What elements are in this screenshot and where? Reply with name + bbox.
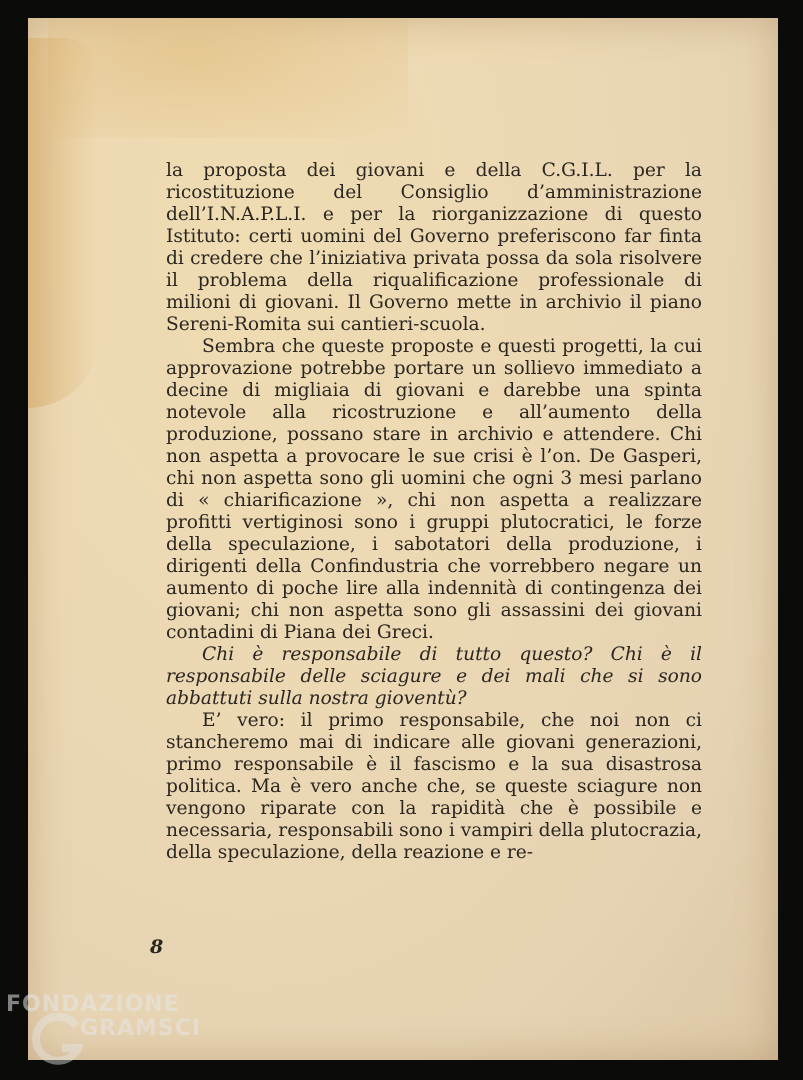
page-number: 8 bbox=[150, 936, 164, 958]
body-text bbox=[166, 160, 702, 864]
paragraph-2: Sembra che queste proposte e questi progetti, la cui approvazione potrebbe portare un sollievo immediato a decine di migliaia di giovani e darebbe una spinta notevole alla ricostruzione e all’aumento della produzione, possano stare in archivio e attendere. Chi non aspetta a provocare le sue crisi è l’on. De Gasperi, chi non aspetta sono gli uomini che ogni 3 mesi parlano di « chiarificazione », chi non aspetta a realizzare profitti vertiginosi sono i gruppi plutocratici, le forze della speculazione, i sabotatori della produzione, i dirigenti della Confindustria che vorrebbero negare un aumento di poche lire alla indennità di contingenza dei giovani; chi non aspetta sono gli assassini dei giovani contadini di Piana dei Greci. bbox=[166, 336, 702, 643]
paragraph-3-question: Chi è responsabile di tutto questo? Chi è il responsabile delle sciagure e dei mali che si sono abbattuti sulla nostra gioventù? bbox=[166, 644, 702, 709]
book-page bbox=[28, 18, 778, 1060]
watermark-line-1: FONDAZIONE bbox=[6, 992, 180, 1017]
watermark-line-2: GRAMSCI bbox=[80, 1016, 202, 1041]
paragraph-4: E’ vero: il primo responsabile, che noi non ci stancheremo mai di indicare alle giovani generazioni, primo responsabile è il fascismo e la sua disastrosa politica. Ma è vero anche che, se queste sciagure non vengono riparate con la rapidità che è possibile e necessaria, responsabili sono i vampiri della plutocrazia, della speculazione, della reazione e re- bbox=[166, 710, 702, 863]
paper-stain-left bbox=[28, 38, 98, 408]
watermark-logo bbox=[2, 990, 242, 1070]
paper-stain-top bbox=[48, 18, 408, 138]
gramsci-g-icon bbox=[28, 1012, 88, 1068]
paragraph-1: la proposta dei giovani e della C.G.I.L. per la ricostituzione del Consiglio d’amministrazione dell’I.N.A.P.L.I. e per la riorganizzazione di questo Istituto: certi uomini del Governo preferiscono far finta di credere che l’iniziativa privata possa da sola risolvere il problema della riqualificazione professionale di milioni di giovani. Il Governo mette in archivio il piano Sereni-Romita sui cantieri-scuola. bbox=[166, 160, 702, 335]
